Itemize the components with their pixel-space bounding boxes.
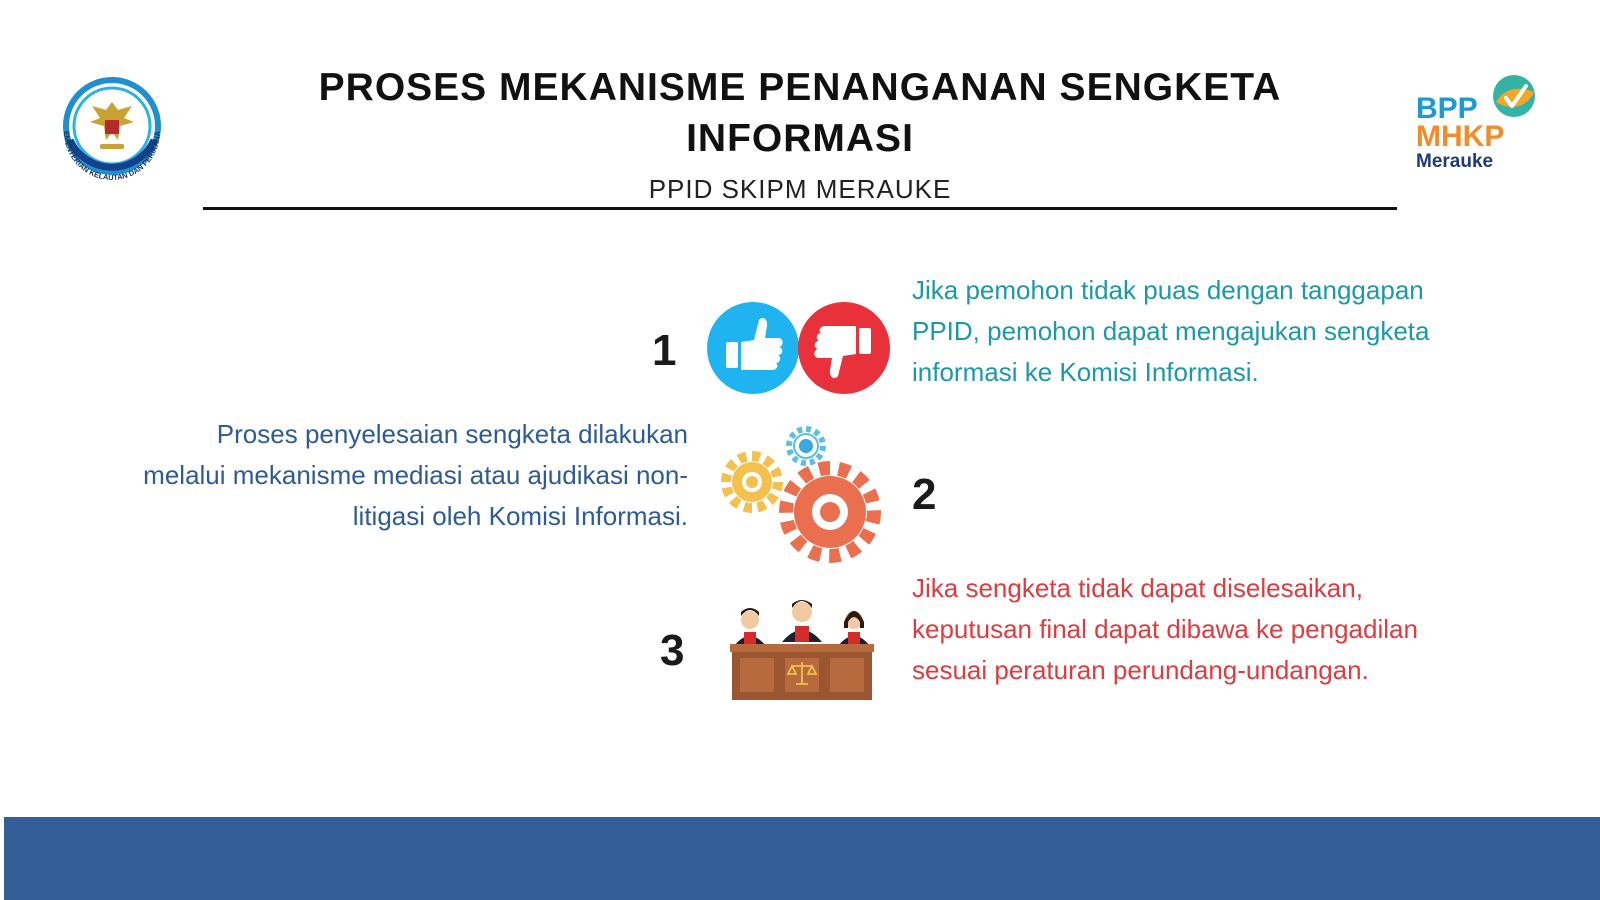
header-divider xyxy=(203,207,1397,210)
step-number-2: 2 xyxy=(912,470,937,519)
step-2-description: Proses penyelesaian sengketa dilakukan melalui mekanisme mediasi atau ajudikasi non-litigasi oleh Komisi Informasi. xyxy=(143,419,688,531)
bpp-mhkp-logo xyxy=(1410,72,1550,177)
step-number-1: 1 xyxy=(652,326,677,375)
step-3-description: Jika sengketa tidak dapat diselesaikan, keputusan final dapat dibawa ke pengadilan sesuai peraturan perundang-undangan. xyxy=(912,573,1418,685)
logo-text-mhkp: MHKP xyxy=(1416,120,1505,153)
gears-icon xyxy=(718,420,883,565)
footer-band xyxy=(4,817,1600,900)
page-title: PROSES MEKANISME PENANGANAN SENGKETA INFORMASI xyxy=(318,66,1282,160)
page-subtitle: PPID SKIPM MERAUKE xyxy=(648,174,952,204)
logo-text-bpp: BPP xyxy=(1416,92,1478,125)
logo-text-merauke: Merauke xyxy=(1416,151,1494,172)
judges-panel-icon xyxy=(728,596,876,700)
kkp-logo xyxy=(50,70,175,195)
svg-text:KEMENTERIAN KELAUTAN DAN PERIK: EMENTERIAN KELAUTAN DAN PERIKANA xyxy=(61,130,163,183)
step-1-description: Jika pemohon tidak puas dengan tanggapan PPID, pemohon dapat mengajukan sengketa informasi ke Komisi Informasi. xyxy=(912,275,1430,387)
thumbs-up-down-icon xyxy=(706,300,892,396)
kkp-emblem-icon xyxy=(50,70,175,195)
step-number-3: 3 xyxy=(660,626,685,675)
bpp-mhkp-emblem-icon xyxy=(1490,72,1538,120)
